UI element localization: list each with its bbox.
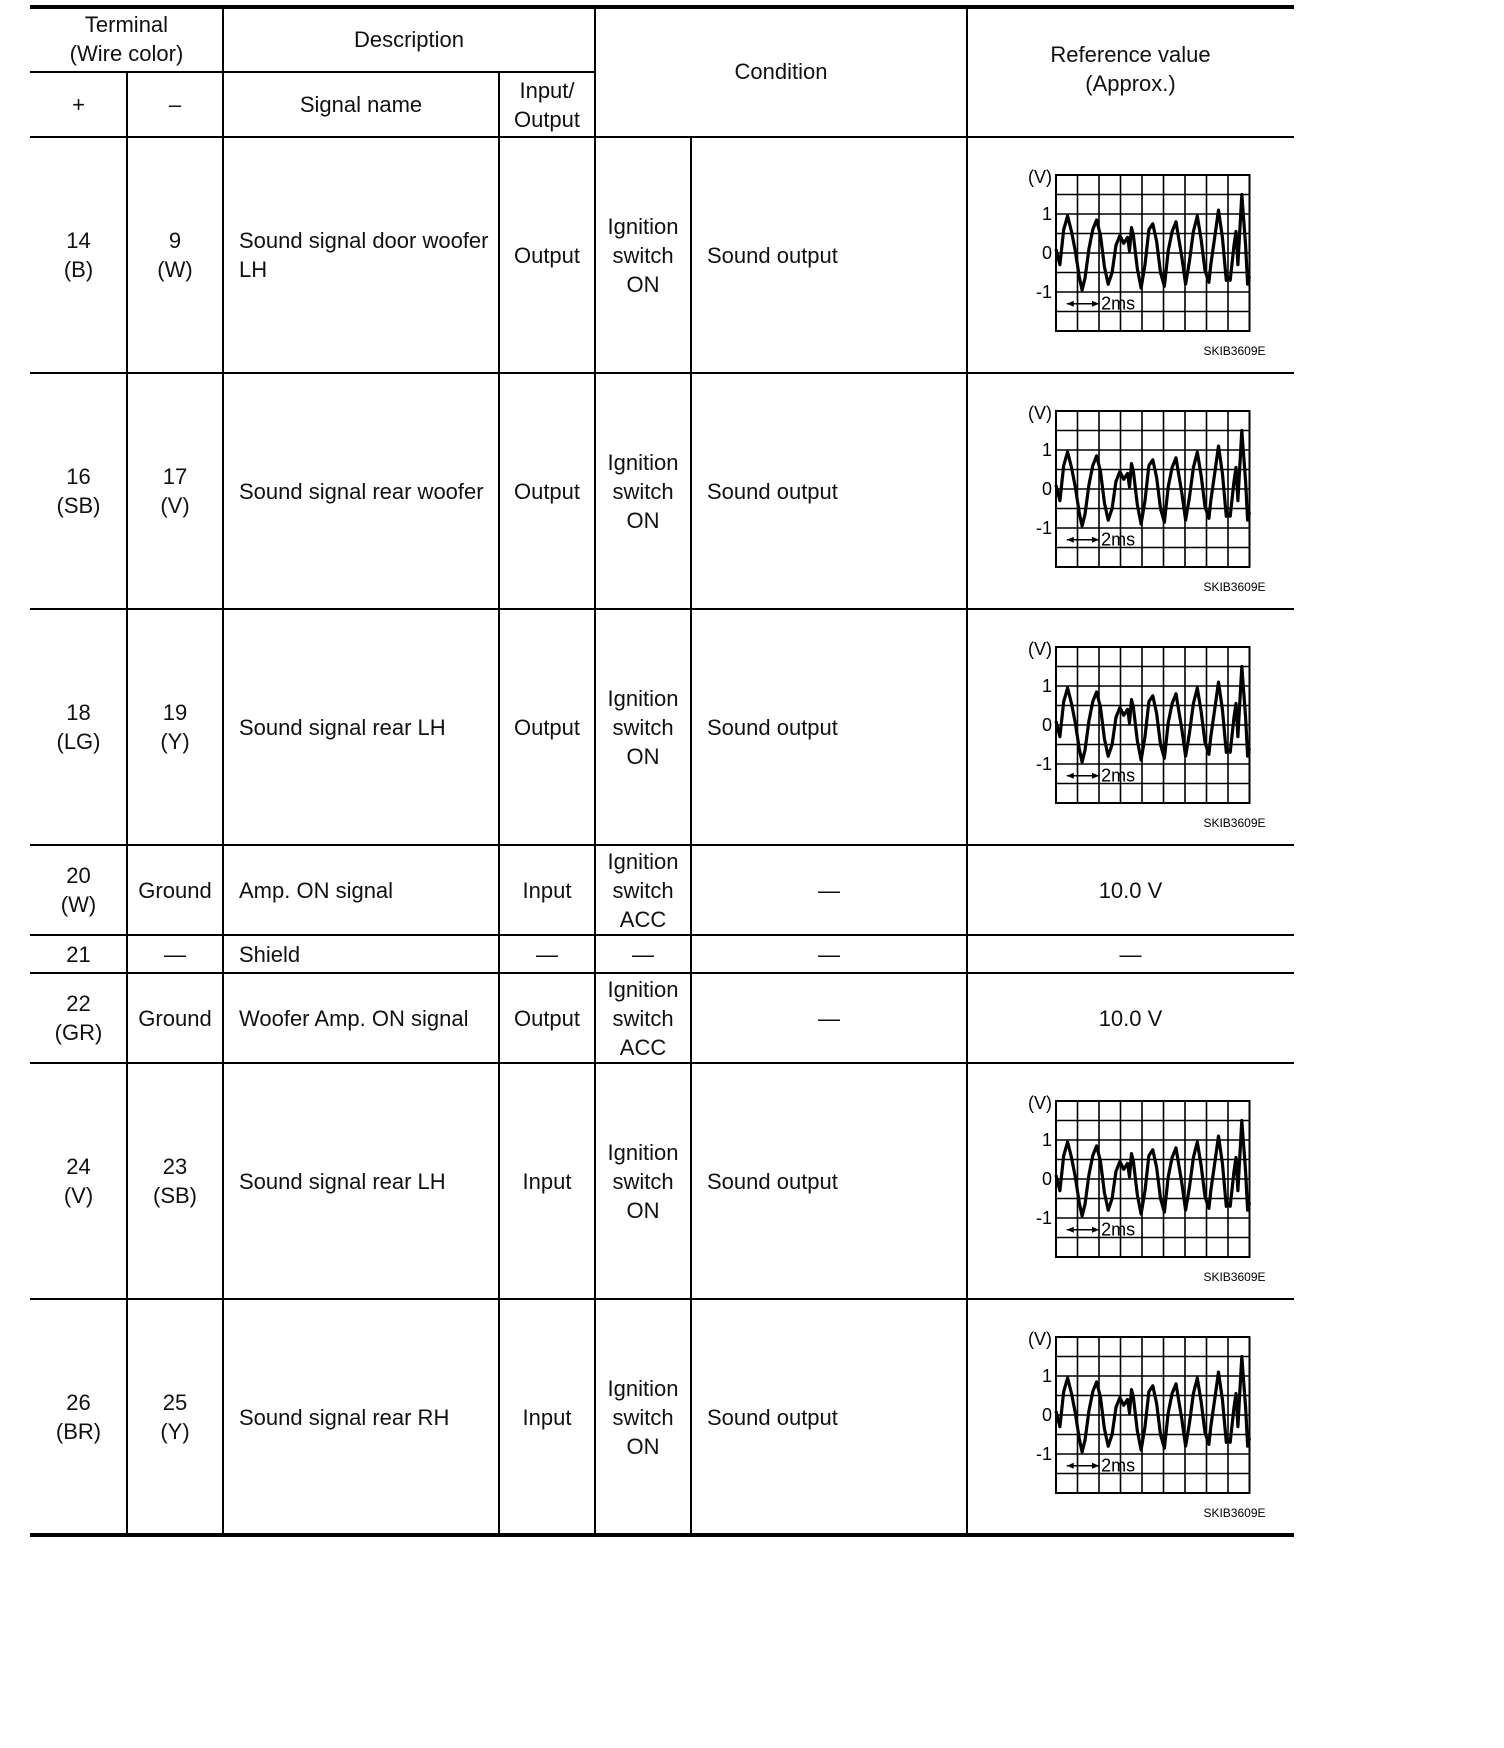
- scope-time-label: 2ms: [1101, 529, 1136, 550]
- condition-line3: ON: [626, 743, 660, 769]
- terminal-reference-table: [30, 6, 1440, 1718]
- reference-waveform: [994, 1329, 1284, 1519]
- header-reference-line2: (Approx.): [1085, 70, 1176, 96]
- row-rule: [30, 1533, 1294, 1537]
- condition-line2: switch: [612, 478, 674, 504]
- terminal-plus-number: 26: [66, 1390, 91, 1415]
- terminal-plus-wire-color: (BR): [55, 1419, 102, 1444]
- terminal-minus-number: 17: [162, 464, 188, 489]
- signal-name-line1: Sound signal rear woofer: [239, 478, 484, 504]
- condition-line3: ON: [626, 507, 660, 533]
- input-output-value: —: [536, 941, 558, 967]
- scope-y-tick: -1: [1035, 754, 1052, 774]
- scope-y-tick: 1: [1041, 676, 1052, 696]
- condition-switch: [595, 609, 691, 845]
- scope-y-tick: 1: [1041, 1366, 1052, 1386]
- terminal-plus-number: 24: [66, 1154, 91, 1179]
- input-output: [499, 373, 595, 609]
- signal-name-line1: Amp. ON signal: [239, 877, 394, 903]
- terminal-minus-number: 25: [162, 1390, 188, 1415]
- scope-y-tick: -1: [1035, 1208, 1052, 1228]
- condition-detail: [691, 935, 967, 973]
- header-plus: [30, 72, 127, 137]
- input-output-value: Output: [513, 242, 581, 268]
- scope-grid: [1056, 1337, 1250, 1493]
- terminal-plus-number: 14: [66, 228, 91, 253]
- terminal-minus-number: 9: [168, 228, 182, 253]
- reference-value: [967, 935, 1294, 973]
- signal-name: [223, 973, 499, 1063]
- condition-line1: Ignition: [607, 1375, 679, 1401]
- scope-y-tick: 0: [1041, 1169, 1052, 1189]
- terminal-minus-number: Ground: [138, 1005, 212, 1031]
- terminal-plus: [30, 973, 127, 1063]
- reference-value: [967, 845, 1294, 935]
- scope-y-unit: (V): [1028, 167, 1052, 187]
- figure-code: SKIB3609E: [1203, 344, 1266, 358]
- condition-detail: [691, 137, 967, 373]
- condition-line1: Ignition: [607, 685, 679, 711]
- input-output: [499, 1299, 595, 1535]
- condition-line1: Ignition: [607, 1139, 679, 1165]
- terminal-minus: [127, 137, 223, 373]
- scope-y-tick: 0: [1041, 715, 1052, 735]
- column-rule: [126, 72, 128, 1535]
- signal-trace: [1056, 1121, 1250, 1217]
- input-output: [499, 1063, 595, 1299]
- scope-y-tick: -1: [1035, 1444, 1052, 1464]
- condition-switch: [595, 1299, 691, 1535]
- condition-line2: switch: [612, 1005, 674, 1031]
- condition-detail-value: —: [818, 1005, 840, 1031]
- scope-y-unit: (V): [1028, 639, 1052, 659]
- terminal-minus: [127, 935, 223, 973]
- condition-detail: [691, 1063, 967, 1299]
- input-output-value: Output: [513, 478, 581, 504]
- condition-detail: [691, 609, 967, 845]
- signal-trace: [1056, 1357, 1250, 1453]
- reference-waveform: [994, 167, 1284, 357]
- terminal-minus: [127, 373, 223, 609]
- scope-y-unit: (V): [1028, 1329, 1052, 1349]
- scope-time-label: 2ms: [1101, 1219, 1136, 1240]
- condition-detail: [691, 973, 967, 1063]
- header-terminal-line2: (Wire color): [69, 41, 184, 66]
- condition-line1: Ignition: [607, 213, 679, 239]
- column-rule: [594, 6, 596, 1535]
- figure-code: SKIB3609E: [1203, 1506, 1266, 1520]
- scope-grid: [1056, 647, 1250, 803]
- scope-y-tick: -1: [1035, 518, 1052, 538]
- condition-line3: ON: [626, 271, 660, 297]
- header-minus-label: –: [168, 92, 182, 117]
- terminal-minus: [127, 845, 223, 935]
- condition-line2: switch: [612, 242, 674, 268]
- header-signal-name-label: Signal name: [299, 92, 423, 117]
- terminal-plus-wire-color: (W): [60, 892, 97, 917]
- header-plus-label: +: [72, 92, 85, 117]
- reference-value-text: 10.0 V: [1098, 1005, 1163, 1031]
- input-output: [499, 935, 595, 973]
- reference-waveform: [994, 639, 1284, 829]
- condition-line1: Ignition: [607, 848, 679, 874]
- scope-time-label: 2ms: [1101, 1455, 1136, 1476]
- condition-switch: [595, 935, 691, 973]
- terminal-plus: [30, 935, 127, 973]
- terminal-plus: [30, 1063, 127, 1299]
- terminal-minus-number: —: [164, 941, 186, 967]
- input-output: [499, 609, 595, 845]
- header-minus: [127, 72, 223, 137]
- input-output: [499, 973, 595, 1063]
- condition-detail-value: Sound output: [707, 714, 838, 740]
- condition-detail-value: Sound output: [707, 242, 838, 268]
- reference-value-text: —: [1119, 941, 1142, 967]
- time-division-marker: [1067, 773, 1099, 779]
- scope-y-tick: 1: [1041, 204, 1052, 224]
- signal-name-line1: Shield: [239, 941, 301, 967]
- condition-detail-value: —: [818, 877, 840, 903]
- condition-detail-value: Sound output: [707, 478, 838, 504]
- figure-code: SKIB3609E: [1203, 816, 1266, 830]
- input-output: [499, 137, 595, 373]
- terminal-minus-wire-color: (V): [160, 493, 190, 518]
- condition-line3: ON: [626, 1433, 660, 1459]
- condition-line3: ON: [626, 1197, 660, 1223]
- header-io-line1: Input/: [519, 77, 575, 103]
- terminal-minus-wire-color: (SB): [153, 1183, 197, 1208]
- input-output-value: Output: [513, 1005, 581, 1031]
- terminal-minus-number: 19: [162, 700, 188, 725]
- header-rule: [223, 71, 595, 73]
- terminal-plus-wire-color: (SB): [56, 493, 101, 518]
- condition-switch: [595, 1063, 691, 1299]
- header-condition: [595, 6, 967, 137]
- condition-detail: [691, 373, 967, 609]
- terminal-minus: [127, 609, 223, 845]
- column-rule: [222, 6, 224, 1535]
- time-division-marker: [1067, 537, 1099, 543]
- terminal-plus: [30, 1299, 127, 1535]
- terminal-plus: [30, 845, 127, 935]
- signal-name-line1: Sound signal rear LH: [239, 714, 446, 740]
- signal-trace: [1056, 667, 1250, 763]
- header-condition-label: Condition: [734, 59, 828, 84]
- terminal-plus: [30, 137, 127, 373]
- header-reference: [967, 6, 1294, 131]
- column-rule: [498, 72, 500, 1535]
- condition-line2: switch: [612, 714, 674, 740]
- condition-detail-value: Sound output: [707, 1404, 838, 1430]
- scope-grid: [1056, 411, 1250, 567]
- scope-time-label: 2ms: [1101, 293, 1136, 314]
- terminal-minus: [127, 1063, 223, 1299]
- signal-name-line1: Sound signal rear LH: [239, 1168, 446, 1194]
- signal-name-line2: LH: [239, 257, 268, 282]
- terminal-minus-wire-color: (W): [157, 257, 193, 282]
- header-terminal-line1: Terminal: [84, 12, 169, 37]
- condition-line3: ACC: [619, 906, 667, 932]
- terminal-plus-number: 18: [66, 700, 91, 725]
- scope-y-tick: 0: [1041, 479, 1052, 499]
- condition-switch: [595, 845, 691, 935]
- time-division-marker: [1067, 1227, 1099, 1233]
- condition-detail-value: Sound output: [707, 1168, 838, 1194]
- condition-line2: switch: [612, 1168, 674, 1194]
- input-output-value: Input: [522, 877, 572, 903]
- input-output-value: Input: [522, 1168, 572, 1194]
- header-terminal: [30, 6, 223, 72]
- scope-y-unit: (V): [1028, 403, 1052, 423]
- condition-detail: [691, 845, 967, 935]
- terminal-plus-wire-color: (LG): [56, 729, 101, 754]
- terminal-plus-number: 20: [66, 863, 91, 888]
- terminal-minus-wire-color: (Y): [160, 729, 190, 754]
- header-reference-line1: Reference value: [1050, 41, 1211, 67]
- column-rule: [690, 137, 692, 1535]
- condition-line1: Ignition: [607, 449, 679, 475]
- input-output-value: Input: [522, 1404, 572, 1430]
- scope-grid: [1056, 1101, 1250, 1257]
- terminal-plus-number: 16: [66, 464, 91, 489]
- condition-switch: [595, 137, 691, 373]
- condition-switch: [595, 373, 691, 609]
- column-rule: [966, 6, 968, 1535]
- terminal-plus-number: 22: [66, 991, 91, 1016]
- condition-detail: [691, 1299, 967, 1535]
- condition-switch: [595, 973, 691, 1063]
- header-bottom-rule: [30, 136, 1294, 138]
- header-signal-name: [223, 72, 499, 137]
- scope-time-label: 2ms: [1101, 765, 1136, 786]
- signal-name-line1: Sound signal rear RH: [239, 1404, 450, 1430]
- reference-waveform: [994, 403, 1284, 593]
- condition-line2: switch: [612, 1404, 674, 1430]
- reference-value: [967, 973, 1294, 1063]
- input-output: [499, 845, 595, 935]
- scope-y-unit: (V): [1028, 1093, 1052, 1113]
- terminal-plus-wire-color: (GR): [54, 1020, 103, 1045]
- signal-name: [223, 373, 499, 609]
- figure-code: SKIB3609E: [1203, 1270, 1266, 1284]
- terminal-plus-wire-color: (B): [63, 257, 94, 282]
- header-io-line2: Output: [513, 106, 581, 132]
- signal-trace: [1056, 195, 1250, 291]
- signal-name-line1: Woofer Amp. ON signal: [239, 1005, 469, 1031]
- time-division-marker: [1067, 1463, 1099, 1469]
- condition-line1: —: [632, 941, 654, 967]
- terminal-plus: [30, 609, 127, 845]
- figure-code: SKIB3609E: [1203, 580, 1266, 594]
- signal-name: [223, 1299, 499, 1535]
- signal-name: [223, 1063, 499, 1299]
- scope-y-tick: 1: [1041, 440, 1052, 460]
- signal-name: [223, 935, 499, 973]
- time-division-marker: [1067, 301, 1099, 307]
- scope-y-tick: 1: [1041, 1130, 1052, 1150]
- terminal-minus: [127, 1299, 223, 1535]
- condition-detail-value: —: [818, 941, 840, 967]
- scope-y-tick: 0: [1041, 243, 1052, 263]
- terminal-minus: [127, 973, 223, 1063]
- terminal-minus-wire-color: (Y): [160, 1419, 190, 1444]
- header-io: [499, 72, 595, 137]
- condition-line3: ACC: [619, 1034, 667, 1060]
- terminal-plus: [30, 373, 127, 609]
- header-description-label: Description: [353, 26, 465, 52]
- signal-name: [223, 609, 499, 845]
- signal-name: [223, 845, 499, 935]
- condition-line1: Ignition: [607, 976, 679, 1002]
- terminal-minus-number: Ground: [138, 877, 212, 903]
- scope-grid: [1056, 175, 1250, 331]
- signal-name-line1: Sound signal door woofer: [239, 228, 489, 253]
- input-output-value: Output: [513, 714, 581, 740]
- header-description: [223, 6, 595, 72]
- terminal-plus-wire-color: (V): [63, 1183, 94, 1208]
- reference-value-text: 10.0 V: [1098, 877, 1163, 903]
- top-rule: [30, 5, 1294, 9]
- terminal-plus-number: 21: [66, 941, 91, 967]
- signal-name: [223, 137, 499, 373]
- scope-y-tick: 0: [1041, 1405, 1052, 1425]
- signal-trace: [1056, 431, 1250, 527]
- terminal-minus-number: 23: [162, 1154, 188, 1179]
- scope-y-tick: -1: [1035, 282, 1052, 302]
- reference-waveform: [994, 1093, 1284, 1283]
- condition-line2: switch: [612, 877, 674, 903]
